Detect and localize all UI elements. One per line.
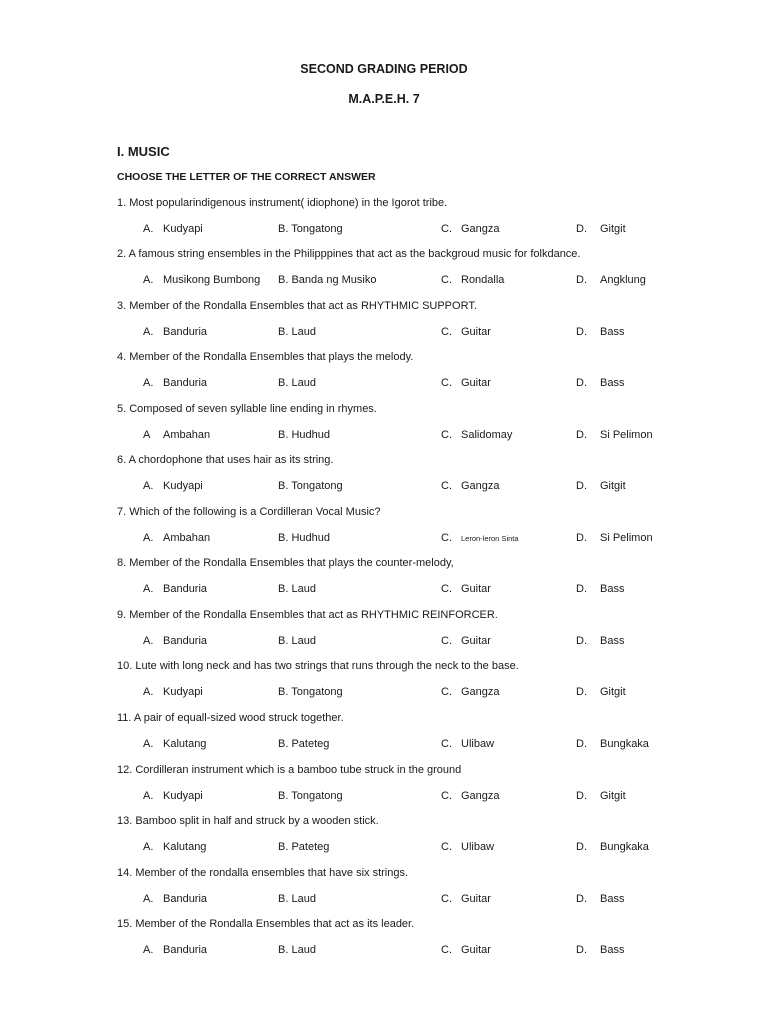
option-b[interactable]: B. Laud — [278, 583, 316, 595]
option-a[interactable]: A. Kalutang — [143, 841, 207, 853]
option-c[interactable]: C. Guitar — [441, 326, 491, 338]
option-d[interactable]: D. Gitgit — [576, 686, 626, 698]
option-c[interactable]: C. Salidomay — [441, 429, 513, 441]
option-d[interactable]: D. Bungkaka — [576, 841, 649, 853]
option-a[interactable]: A. Ambahan — [143, 532, 211, 544]
option-d[interactable]: D. Gitgit — [576, 223, 626, 235]
question-stem: 7. Which of the following is a Cordilleran Vocal Music? — [117, 506, 381, 518]
question-item — [117, 557, 737, 609]
option-b[interactable]: B. Banda ng Musiko — [278, 274, 377, 286]
option-b[interactable]: B. Laud — [278, 893, 316, 905]
option-a[interactable]: A. Kudyapi — [143, 686, 203, 698]
question-stem: 10. Lute with long neck and has two strings that runs through the neck to the base. — [117, 660, 519, 672]
option-d[interactable]: D. Bass — [576, 944, 625, 956]
option-a[interactable]: A. Kudyapi — [143, 790, 203, 802]
question-item — [117, 197, 737, 249]
option-d[interactable]: D. Bass — [576, 583, 625, 595]
option-d[interactable]: D. Bungkaka — [576, 738, 649, 750]
option-a[interactable]: A. Banduria — [143, 893, 208, 905]
option-b[interactable]: B. Laud — [278, 635, 316, 647]
question-stem: 4. Member of the Rondalla Ensembles that plays the melody. — [117, 351, 414, 363]
section-heading: I. MUSIC — [117, 144, 170, 159]
question-item — [117, 248, 737, 300]
option-d[interactable]: D. Bass — [576, 326, 625, 338]
question-stem: 15. Member of the Rondalla Ensembles that act as its leader. — [117, 918, 415, 930]
question-stem: 1. Most popularindigenous instrument( idiophone) in the Igorot tribe. — [117, 197, 448, 209]
option-b[interactable]: B. Hudhud — [278, 429, 331, 441]
question-stem: 8. Member of the Rondalla Ensembles that plays the counter-melody, — [117, 557, 454, 569]
option-d[interactable]: D. Bass — [576, 377, 625, 389]
option-a[interactable]: A. Banduria — [143, 377, 208, 389]
option-a[interactable]: A. Banduria — [143, 326, 208, 338]
question-item — [117, 403, 737, 455]
option-c[interactable]: C. Ulibaw — [441, 841, 495, 853]
question-item — [117, 454, 737, 506]
option-b[interactable]: B. Laud — [278, 326, 316, 338]
option-d[interactable]: D. Si Pelimon — [576, 429, 653, 441]
option-a[interactable]: A. Banduria — [143, 583, 208, 595]
option-a[interactable]: A. Kudyapi — [143, 223, 203, 235]
option-c[interactable]: C. Ulibaw — [441, 738, 495, 750]
page-subject: M.A.P.E.H. 7 — [348, 92, 420, 106]
option-b[interactable]: B. Hudhud — [278, 532, 331, 544]
option-a[interactable]: A. Banduria — [143, 944, 208, 956]
option-a[interactable]: A. Banduria — [143, 635, 208, 647]
option-b[interactable]: B. Tongatong — [278, 790, 343, 802]
option-c[interactable]: C. Guitar — [441, 635, 491, 647]
option-c[interactable]: C. Rondalla — [441, 274, 505, 286]
option-a[interactable]: A. Musikong Bumbong — [143, 274, 261, 286]
option-a[interactable]: A Ambahan — [143, 429, 211, 441]
option-b[interactable]: B. Tongatong — [278, 480, 343, 492]
option-c[interactable]: C. Gangza — [441, 480, 500, 492]
option-b[interactable]: B. Tongatong — [278, 686, 343, 698]
option-d[interactable]: D. Gitgit — [576, 790, 626, 802]
question-stem: 12. Cordilleran instrument which is a bamboo tube struck in the ground — [117, 764, 462, 776]
question-item — [117, 764, 737, 816]
option-c[interactable]: C. Gangza — [441, 790, 500, 802]
question-item — [117, 351, 737, 403]
question-stem: 5. Composed of seven syllable line ending in rhymes. — [117, 403, 377, 415]
option-d[interactable]: D. Bass — [576, 635, 625, 647]
question-item — [117, 609, 737, 661]
question-item — [117, 712, 737, 764]
option-c[interactable]: C. Gangza — [441, 686, 500, 698]
option-c[interactable]: C. Guitar — [441, 893, 491, 905]
question-item — [117, 660, 737, 712]
option-a[interactable]: A. Kudyapi — [143, 480, 203, 492]
option-b[interactable]: B. Laud — [278, 944, 316, 956]
option-d[interactable]: D. Bass — [576, 893, 625, 905]
question-stem: 3. Member of the Rondalla Ensembles that act as RHYTHMIC SUPPORT. — [117, 300, 477, 312]
option-c[interactable]: C. Guitar — [441, 377, 491, 389]
question-stem: 2. A famous string ensembles in the Philipppines that act as the backgroud music for folkdance. — [117, 248, 581, 260]
option-b[interactable]: B. Pateteg — [278, 841, 330, 853]
question-stem: 13. Bamboo split in half and struck by a wooden stick. — [117, 815, 379, 827]
option-d[interactable]: D. Gitgit — [576, 480, 626, 492]
option-c[interactable]: C. Gangza — [441, 223, 500, 235]
question-stem: 6. A chordophone that uses hair as its string. — [117, 454, 334, 466]
option-c[interactable]: C. Guitar — [441, 583, 491, 595]
question-item — [117, 815, 737, 867]
section-instruction: CHOOSE THE LETTER OF THE CORRECT ANSWER — [117, 171, 376, 183]
option-d[interactable]: D. Angklung — [576, 274, 646, 286]
option-c[interactable]: C. Guitar — [441, 944, 491, 956]
option-c[interactable]: C. Leron-leron Sinta — [441, 532, 519, 544]
option-a[interactable]: A. Kalutang — [143, 738, 207, 750]
question-stem: 11. A pair of equall-sized wood struck together. — [117, 712, 344, 724]
question-item — [117, 506, 737, 558]
page-title: SECOND GRADING PERIOD — [300, 62, 468, 76]
question-stem: 9. Member of the Rondalla Ensembles that act as RHYTHMIC REINFORCER. — [117, 609, 498, 621]
question-item — [117, 918, 737, 970]
option-b[interactable]: B. Tongatong — [278, 223, 343, 235]
option-b[interactable]: B. Pateteg — [278, 738, 330, 750]
question-stem: 14. Member of the rondalla ensembles that have six strings. — [117, 867, 409, 879]
option-d[interactable]: D. Si Pelimon — [576, 532, 653, 544]
question-item — [117, 300, 737, 352]
question-item — [117, 867, 737, 919]
option-b[interactable]: B. Laud — [278, 377, 316, 389]
